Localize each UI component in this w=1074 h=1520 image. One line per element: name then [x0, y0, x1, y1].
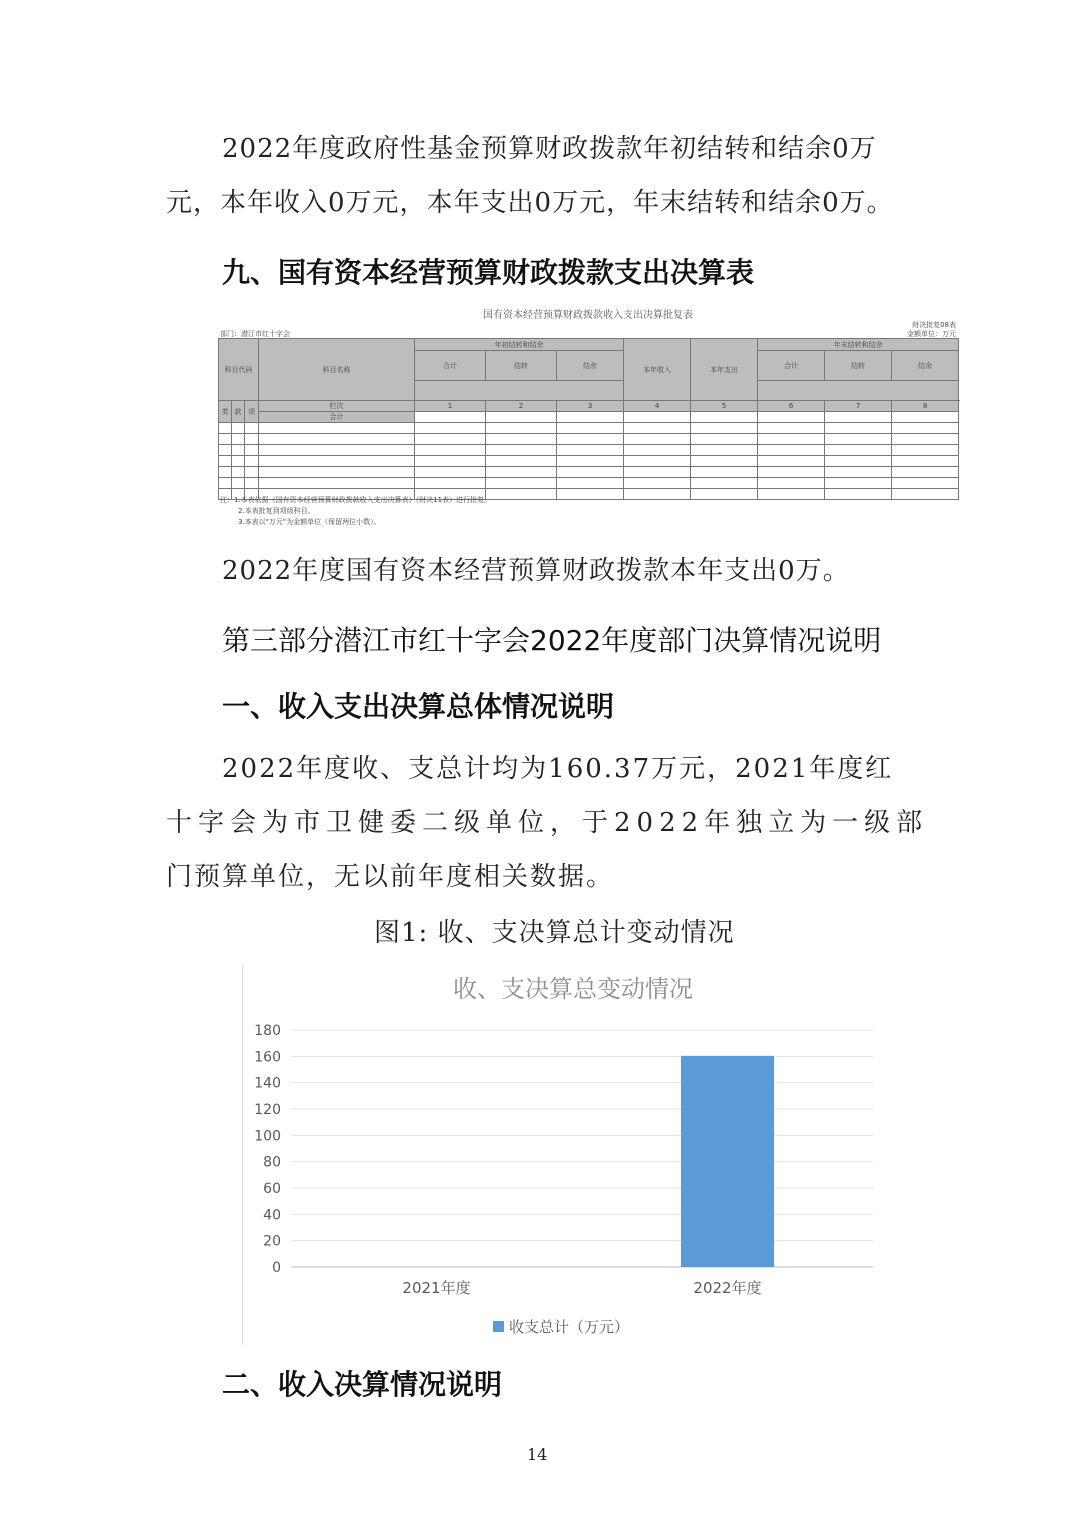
header-sub-surplus: 结余 [557, 351, 624, 381]
row-lanci-label: 栏次 [259, 401, 415, 412]
header-income: 本年收入 [624, 339, 691, 401]
table-note-1: 注：1.本表依据《国有资本经营预算财政拨款收入支出决算表》（财决11表）进行批复。 [220, 496, 492, 504]
section-heading-9: 九、国有资本经营预算财政拨款支出决算表 [222, 256, 755, 289]
row-total-label: 合计 [259, 412, 415, 423]
chart-title: 收、支决算总变动情况 [453, 975, 693, 1003]
table-note-3: 3.本表以"万元"为金额单位（保留两位小数）。 [238, 518, 381, 526]
part-3-heading: 第三部分潜江市红十字会2022年度部门决算情况说明 [222, 624, 882, 657]
header-sub-total: 合计 [415, 351, 486, 381]
table-dept-label: 部门：潜江市红十字会 [220, 330, 290, 338]
header-sub-carryover: 结转 [486, 351, 557, 381]
y-tick-label: 100 [254, 1128, 281, 1145]
table-form-no: 财决批复08表 [912, 321, 956, 329]
header-sub-surplus: 结余 [892, 351, 959, 381]
sub-heading-2: 二、收入决算情况说明 [222, 1368, 503, 1401]
col-number: 1 [415, 401, 486, 412]
bar [681, 1056, 774, 1267]
col-number: 2 [486, 401, 557, 412]
header-sub-total: 合计 [758, 351, 825, 381]
header-subject-code: 科目代码 [219, 339, 259, 401]
paragraph-overall-line2: 十字会为市卫健委二级单位，于2022年独立为一级部 [166, 808, 929, 838]
y-tick-label: 140 [254, 1075, 281, 1092]
y-tick-label: 20 [263, 1233, 281, 1250]
y-tick-label: 0 [272, 1260, 281, 1276]
legend-swatch [493, 1321, 504, 1332]
col-number: 7 [825, 401, 892, 412]
sub-heading-1: 一、收入支出决算总体情况说明 [222, 690, 615, 723]
y-tick-label: 180 [254, 1023, 281, 1039]
paragraph-state-capital: 2022年度国有资本经营预算财政拨款本年支出0万。 [222, 556, 850, 586]
col-number: 6 [758, 401, 825, 412]
x-tick-label: 2021年度 [402, 1279, 471, 1297]
page-number: 14 [527, 1445, 548, 1464]
code-part-class: 类 [219, 401, 232, 423]
code-part-item: 项 [245, 401, 259, 423]
y-tick-label: 80 [263, 1154, 281, 1171]
col-number: 5 [691, 401, 758, 412]
bar-chart-svg [243, 965, 883, 1345]
paragraph-overall-line3: 门预算单位，无以前年度相关数据。 [166, 862, 615, 892]
table-title: 国有资本经营预算财政拨款收入支出决算批复表 [483, 310, 693, 321]
state-capital-table-image [218, 304, 958, 530]
table-note-2: 2.本表批复到项级科目。 [238, 507, 315, 515]
header-end-balance: 年末结转和结余 [758, 339, 959, 351]
header-subject-name: 科目名称 [259, 339, 415, 401]
header-expense: 本年支出 [691, 339, 758, 401]
paragraph-gov-fund-line2: 元，本年收入0万元，本年支出0万元，年末结转和结余0万。 [166, 188, 894, 218]
paragraph-gov-fund-line1: 2022年度政府性基金预算财政拨款年初结转和结余0万 [222, 134, 877, 164]
code-part-section: 款 [232, 401, 245, 423]
y-tick-label: 120 [254, 1102, 281, 1118]
y-tick-label: 40 [263, 1207, 281, 1224]
header-sub-carryover: 结转 [825, 351, 892, 381]
table-unit-label: 金额单位：万元 [907, 330, 956, 338]
col-number: 3 [557, 401, 624, 412]
paragraph-overall-line1: 2022年度收、支总计均为160.37万元，2021年度红 [222, 754, 894, 784]
legend-label: 收支总计（万元） [509, 1318, 630, 1336]
y-tick-label: 160 [254, 1049, 281, 1066]
header-begin-balance: 年初结转和结余 [415, 339, 624, 351]
bar-chart [242, 965, 883, 1345]
x-tick-label: 2022年度 [693, 1279, 762, 1297]
y-tick-label: 60 [263, 1181, 281, 1197]
col-number: 8 [892, 401, 959, 412]
figure-caption: 图1: 收、支决算总计变动情况 [374, 918, 735, 948]
col-number: 4 [624, 401, 691, 412]
budget-table [218, 338, 959, 500]
